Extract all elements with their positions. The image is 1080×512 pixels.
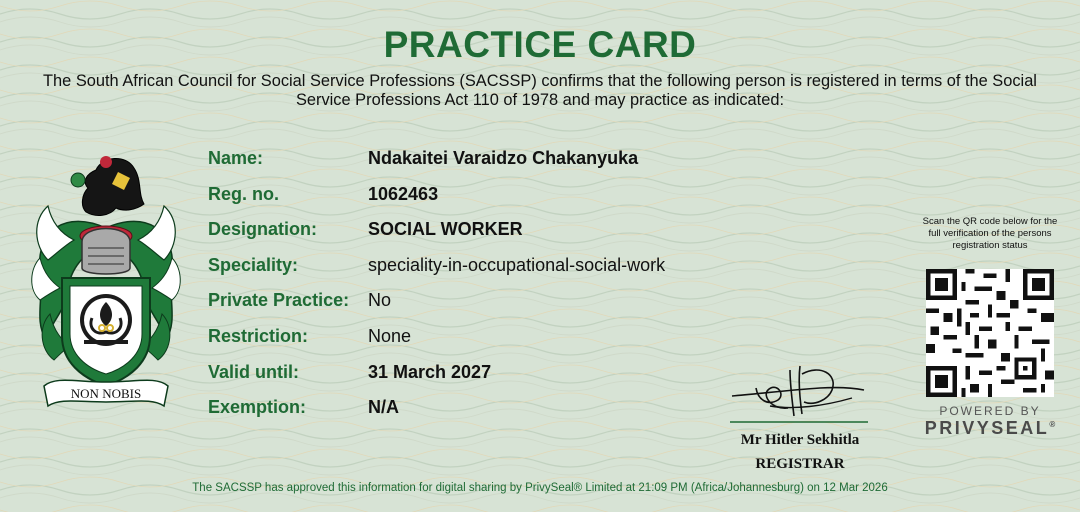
field-row-name (208, 145, 728, 181)
field-row-speciality (208, 252, 728, 288)
qr-instructions: Scan the QR code below for the full verification of the persons registration status (922, 216, 1058, 251)
field-value: Ndakaitei Varaidzo Chakanyuka (368, 148, 639, 168)
powered-by-label: POWERED BY (939, 404, 1041, 418)
field-label: Valid until: (208, 361, 300, 382)
field-value: No (368, 290, 392, 311)
coat-of-arms-logo (26, 150, 186, 412)
field-value: SOCIAL WORKER (368, 219, 523, 240)
registered-mark: ® (1049, 420, 1056, 429)
privyseal-brand: PRIVYSEAL (924, 418, 1050, 438)
registrar-title: REGISTRAR (755, 456, 845, 472)
privyseal-logo (915, 418, 1065, 439)
field-value: N/A (368, 397, 399, 418)
footer-disclaimer: The SACSSP has approved this information for digital sharing by PrivySeal® Limited at 21:09 PM (Africa/Johannesburg) on 12 Mar 2026 (192, 482, 888, 494)
field-row-restriction (208, 323, 728, 359)
field-label: Restriction: (208, 325, 309, 346)
verification-qr-code[interactable] (926, 268, 1054, 398)
field-label: Designation: (208, 219, 318, 240)
registrar-signature (728, 360, 868, 426)
crest-motto: NON NOBIS (70, 386, 142, 401)
card-title: PRACTICE CARD (383, 24, 697, 65)
field-row-valid-until (208, 359, 728, 395)
field-value: 31 March 2027 (368, 361, 492, 382)
field-label: Name: (208, 148, 264, 168)
field-row-reg-no (208, 181, 728, 217)
detail-fields (208, 145, 728, 430)
field-label: Speciality: (208, 254, 299, 275)
field-value: None (368, 325, 412, 346)
intro-text: The South African Council for Social Service Professions (SACSSP) confirms that the following person is registered in terms of the Social Service Professions Act 110 of 1978 and may practice as indicated: (43, 72, 1037, 109)
field-label: Private Practice: (208, 290, 350, 311)
field-row-private-practice (208, 287, 728, 323)
field-row-designation (208, 216, 728, 252)
field-value: 1062463 (368, 183, 439, 204)
field-value: speciality-in-occupational-social-work (368, 254, 666, 275)
field-label: Exemption: (208, 397, 307, 418)
field-row-exemption (208, 394, 728, 430)
field-label: Reg. no. (208, 183, 279, 204)
registrar-name: Mr Hitler Sekhitla (740, 432, 860, 448)
